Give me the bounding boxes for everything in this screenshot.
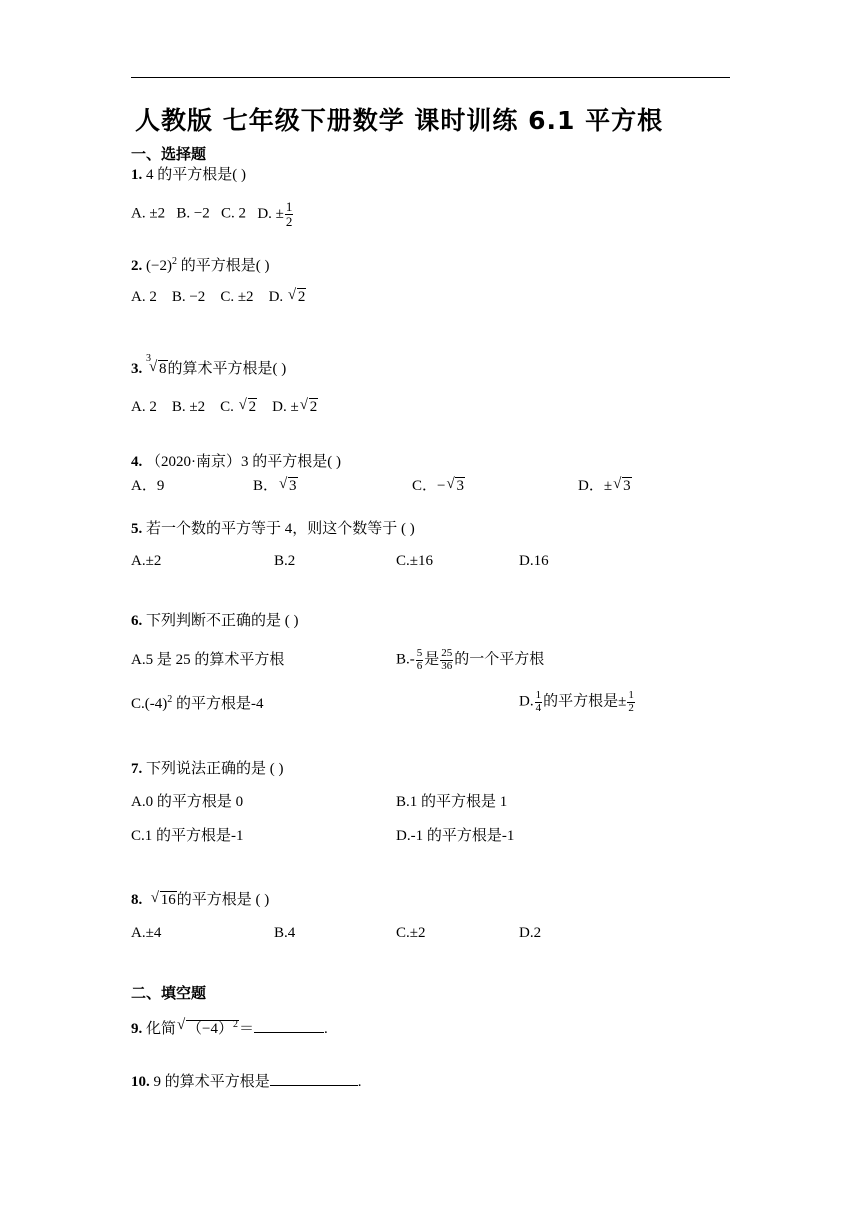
page-title: 人教版 七年级下册数学 课时训练 6.1 平方根 — [135, 106, 664, 135]
option-a: A. 2 — [131, 399, 157, 415]
fraction: $\frac{25}{36}$ — [441, 647, 453, 672]
question-stem: 若一个数的平方等于 4，则这个数等于 ( ) — [142, 521, 415, 537]
option-b: B.- $\frac{5}{6}$ 是 $\frac{25}{36}$ 的一个平方根 — [396, 647, 545, 672]
section-choice-title: 一、选择题 — [131, 145, 207, 163]
sqrt-symbol: √ 2 — [238, 397, 257, 415]
question-stem: 化简 — [142, 1021, 177, 1037]
option-c: C.1 的平方根是-1 — [131, 828, 244, 844]
option-c: C. ±2 — [220, 289, 254, 305]
option-a: A.0 的平方根是 0 — [131, 794, 244, 810]
option-d: D. √ 2 — [268, 287, 306, 305]
sqrt-symbol: √ 3 — [279, 476, 297, 494]
option-d: D.2 — [519, 925, 542, 941]
question-4 — [131, 455, 341, 470]
option-a: A.±2 — [131, 553, 162, 569]
section-fill-title: 二、填空题 — [131, 984, 207, 1002]
question-1-options — [131, 200, 294, 228]
option-b: B. −2 — [176, 205, 210, 222]
cube-root-symbol: √ 8 — [149, 359, 167, 377]
question-stem: 下列说法正确的是 ( ) — [142, 761, 284, 777]
option-b: B.2 — [274, 553, 296, 569]
header-rule — [131, 77, 730, 78]
option-d: D. $\frac{1}{4}$ 的平方根是± $\frac{1}{2}$ — [519, 689, 634, 714]
option-b: B.1 的平方根是 1 — [396, 794, 508, 810]
question-2 — [131, 257, 269, 274]
question-3-options — [131, 397, 318, 415]
question-stem: (−2) — [142, 258, 172, 274]
sqrt-symbol: √ 2 — [287, 287, 306, 305]
option-c: C. 2 — [221, 205, 247, 222]
question-7 — [131, 762, 284, 777]
sqrt-symbol: √ 2 — [299, 397, 318, 415]
question-number: 4. — [131, 454, 143, 470]
answer-blank[interactable] — [254, 1032, 324, 1033]
fraction: $\frac{5}{6}$ — [416, 647, 423, 672]
option-c: $C.(-4)^2$ 的平方根是-4 — [131, 694, 264, 712]
option-a: A. 2 — [131, 289, 157, 305]
fraction: $\frac{1}{2}$ — [285, 199, 293, 229]
question-9 — [131, 1017, 328, 1037]
sqrt-symbol: √ 3 — [446, 476, 464, 494]
question-number: 9. — [131, 1021, 143, 1037]
question-2-options — [131, 287, 306, 305]
option-d: D. ± $\frac{1}{2}$ — [257, 199, 293, 229]
fraction: $\frac{1}{2}$ — [628, 689, 634, 714]
period: . — [357, 1074, 362, 1090]
question-stem: 4 的平方根是( ) — [142, 167, 246, 183]
option-d: D.-1 的平方根是-1 — [396, 828, 515, 844]
answer-blank[interactable] — [270, 1085, 358, 1086]
exponent: 2 — [171, 256, 177, 267]
question-number: 5. — [131, 521, 143, 537]
option-b: B. −2 — [171, 289, 206, 305]
option-b: B. ±2 — [171, 399, 206, 415]
sqrt-symbol: √ 3 — [613, 476, 631, 494]
question-number: 7. — [131, 761, 143, 777]
question-8 — [131, 890, 270, 908]
option-a: A．9 — [131, 478, 165, 494]
question-number: 1. — [131, 167, 143, 183]
question-3 — [131, 353, 287, 377]
question-number: 2. — [131, 258, 143, 274]
option-c: C．− √ 3 — [412, 476, 464, 494]
option-c: C. √ 2 — [220, 397, 257, 415]
root-index: 3 — [146, 353, 151, 364]
question-stem: 下列判断不正确的是 ( ) — [142, 613, 299, 629]
question-stem: 9 的算术平方根是 — [149, 1074, 270, 1090]
question-stem-tail: 的平方根是( ) — [176, 258, 270, 274]
question-5 — [131, 522, 415, 537]
question-10 — [131, 1075, 362, 1090]
option-b: B． √ 3 — [253, 476, 297, 494]
question-stem: （2020·南京）3 的平方根是( ) — [142, 454, 341, 470]
question-stem: 的算术平方根是( ) — [167, 361, 287, 377]
question-number: 10. — [131, 1074, 150, 1090]
question-6 — [131, 614, 299, 629]
question-number: 8. — [131, 892, 143, 908]
question-number: 6. — [131, 613, 143, 629]
period: . — [324, 1021, 328, 1037]
option-a: A.±4 — [131, 925, 162, 941]
option-a: A.5 是 25 的算术平方根 — [131, 652, 285, 668]
option-a: A. ±2 — [131, 205, 166, 222]
option-b: B.4 — [274, 925, 296, 941]
fraction: $\frac{1}{4}$ — [535, 689, 542, 714]
option-c: C.±16 — [396, 553, 433, 569]
option-d: D. ± √ 2 — [272, 397, 318, 415]
option-c: C.±2 — [396, 925, 426, 941]
question-1 — [131, 168, 246, 183]
equals-sign: ＝ — [238, 1021, 254, 1037]
sqrt-symbol: √ $(-4)^2$ — [177, 1017, 238, 1037]
sqrt-symbol: √ 16 — [150, 890, 176, 908]
option-d: D.16 — [519, 553, 549, 569]
question-stem: 的平方根是 ( ) — [176, 892, 270, 908]
question-number: 3. — [131, 361, 143, 377]
option-d: D．± √ 3 — [578, 476, 631, 494]
